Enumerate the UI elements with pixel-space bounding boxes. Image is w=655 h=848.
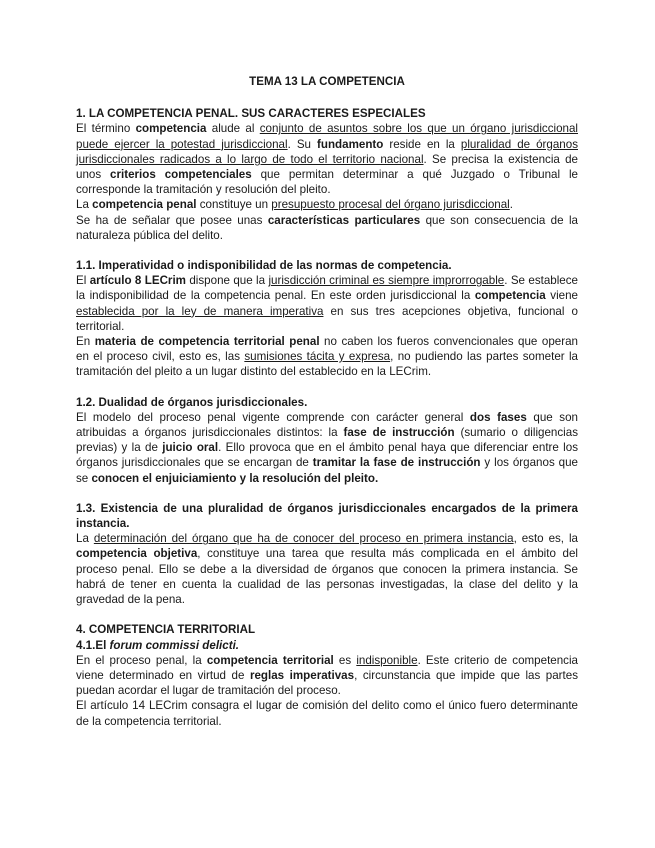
bold-term: artículo 8 LECrim — [89, 274, 186, 288]
text-run: La — [76, 198, 93, 212]
bold-term: competencia territorial — [206, 653, 334, 667]
text-run: (sumario o diligencias previas) y la de — [76, 426, 578, 455]
underlined-phrase: determinación del órgano que ha de conocer del proceso en primera instancia — [93, 532, 514, 546]
text-run: viene — [545, 289, 579, 303]
underlined-phrase: jurisdicción criminal es siempre improrrogable — [268, 274, 505, 288]
underlined-phrase: sumisiones tácita y expresa — [244, 350, 391, 364]
text-run: en sus tres acepciones objetiva, funcional o territorial. — [76, 304, 578, 333]
bold-term: características particulares — [267, 213, 421, 227]
text-run: que son consecuencia de la naturaleza pública del delito. — [76, 213, 578, 242]
bold-term: dos fases — [469, 410, 527, 424]
text-run: 4.1.El — [76, 638, 110, 652]
section-1-1-heading: 1.1. Imperatividad o indisponibilidad de las normas de competencia. — [76, 259, 452, 273]
text-run: no caben los fueros convencionales que operan en el proceso civil, esto es, las — [76, 335, 578, 364]
underlined-phrase: pluralidad de órganos jurisdiccionales radicados a lo largo de todo el territorio nacional — [76, 137, 578, 166]
section-4-1-paragraph-1 — [76, 653, 578, 699]
text-run: que permitan determinar a qué Juzgado o Tribunal le corresponde la tramitación y resolución del pleito. — [76, 168, 578, 197]
text-run: El modelo del proceso penal vigente comprende con carácter general — [76, 410, 470, 424]
italic-phrase: forum commissi delicti. — [109, 638, 240, 652]
underlined-phrase: presupuesto procesal del órgano jurisdiccional — [271, 198, 510, 212]
text-run: , no pudiendo las partes someter la tramitación del pleito a un lugar distinto del establecido en la LECrim. — [76, 350, 578, 379]
text-run: En — [76, 335, 95, 349]
bold-term: competencia — [474, 289, 546, 303]
text-run: constituye un — [196, 198, 272, 212]
text-run: Se ha de señalar que posee unas — [76, 213, 268, 227]
text-run: . Se precisa la existencia de unos — [76, 152, 578, 182]
text-run: reside en la — [383, 137, 461, 151]
section-1-2-heading: 1.2. Dualidad de órganos jurisdiccionales. — [76, 395, 308, 409]
underlined-phrase: conjunto de asuntos sobre los que un órgano jurisdiccional puede ejercer la potestad jurisdiccional — [76, 122, 578, 151]
section-4-1-heading — [76, 638, 578, 653]
bold-term: fase de instrucción — [343, 426, 455, 440]
text-run: . Su — [287, 137, 318, 151]
text-run: , esto es, la — [513, 532, 578, 546]
bold-term: tramitar la fase de instrucción — [312, 456, 481, 470]
section-4-1-paragraph-2: El artículo 14 LECrim consagra el lugar de comisión del delito como el único fuero determinante de la competencia territorial. — [76, 699, 578, 728]
text-run: dispone que la — [185, 274, 269, 288]
section-4-heading: 4. COMPETENCIA TERRITORIAL — [76, 623, 256, 637]
section-1-paragraph-2 — [76, 197, 578, 212]
section-1-3-heading: 1.3. Existencia de una pluralidad de órganos jurisdiccionales encargados de la primera instancia. — [76, 501, 578, 531]
section-1-1-paragraph-2 — [76, 334, 578, 380]
text-run: El término — [76, 122, 136, 136]
bold-term: criterios competenciales — [110, 168, 252, 182]
text-run: . Este criterio de competencia viene determinado en virtud de — [76, 653, 579, 682]
text-run: es — [333, 653, 357, 667]
text-run: , constituye una tarea que resulta más complicada en el ámbito del proceso penal. Ello se debe a la diversidad de órganos que conocen la primera instancia. Se habrá de tener en cuenta la cualidad de las personas investigadas, la clase del delito y la gravedad de la pena. — [76, 547, 578, 607]
bold-term: competencia penal — [92, 198, 197, 212]
text-run: que son atribuidas a órganos jurisdiccionales distintos: la — [76, 410, 578, 440]
bold-term: reglas imperativas — [249, 668, 355, 682]
bold-term: fundamento — [317, 137, 384, 151]
text-run: . Se establece la indisponibilidad de la competencia penal. En este orden jurisdiccional la — [76, 274, 579, 303]
section-1-2-paragraph-1 — [76, 410, 578, 486]
document-body — [76, 74, 578, 729]
section-1-paragraph-3 — [76, 213, 578, 243]
bold-term: materia de competencia territorial penal — [94, 335, 320, 349]
section-1-heading: 1. LA COMPETENCIA PENAL. SUS CARACTERES ESPECIALES — [76, 107, 426, 121]
underlined-phrase: establecida por la ley de manera imperativa — [76, 304, 324, 318]
text-run: La — [76, 532, 94, 546]
section-1-paragraph-1 — [76, 121, 578, 197]
section-1-3-paragraph-1 — [76, 531, 578, 607]
text-run: El — [76, 274, 90, 288]
text-run: . — [509, 198, 513, 212]
bold-term: competencia — [135, 122, 207, 136]
bold-term: competencia objetiva — [76, 547, 198, 561]
underlined-phrase: indisponible — [356, 653, 418, 667]
bold-term: conocen el enjuiciamiento y la resolución del pleito. — [91, 471, 379, 485]
text-run: alude al — [206, 122, 260, 136]
document-title: TEMA 13 LA COMPETENCIA — [249, 75, 405, 88]
text-run: y los órganos que se — [76, 456, 578, 485]
text-run: En el proceso penal, la — [76, 653, 207, 667]
bold-term: juicio oral — [162, 441, 219, 455]
text-run: , circunstancia que impide que las partes puedan acordar el lugar de tramitación del proceso. — [76, 668, 579, 698]
section-1-1-paragraph-1 — [76, 273, 578, 334]
text-run: . Ello provoca que en el ámbito penal haya que diferenciar entre los órganos jurisdiccionales que se encargan de — [76, 441, 578, 470]
